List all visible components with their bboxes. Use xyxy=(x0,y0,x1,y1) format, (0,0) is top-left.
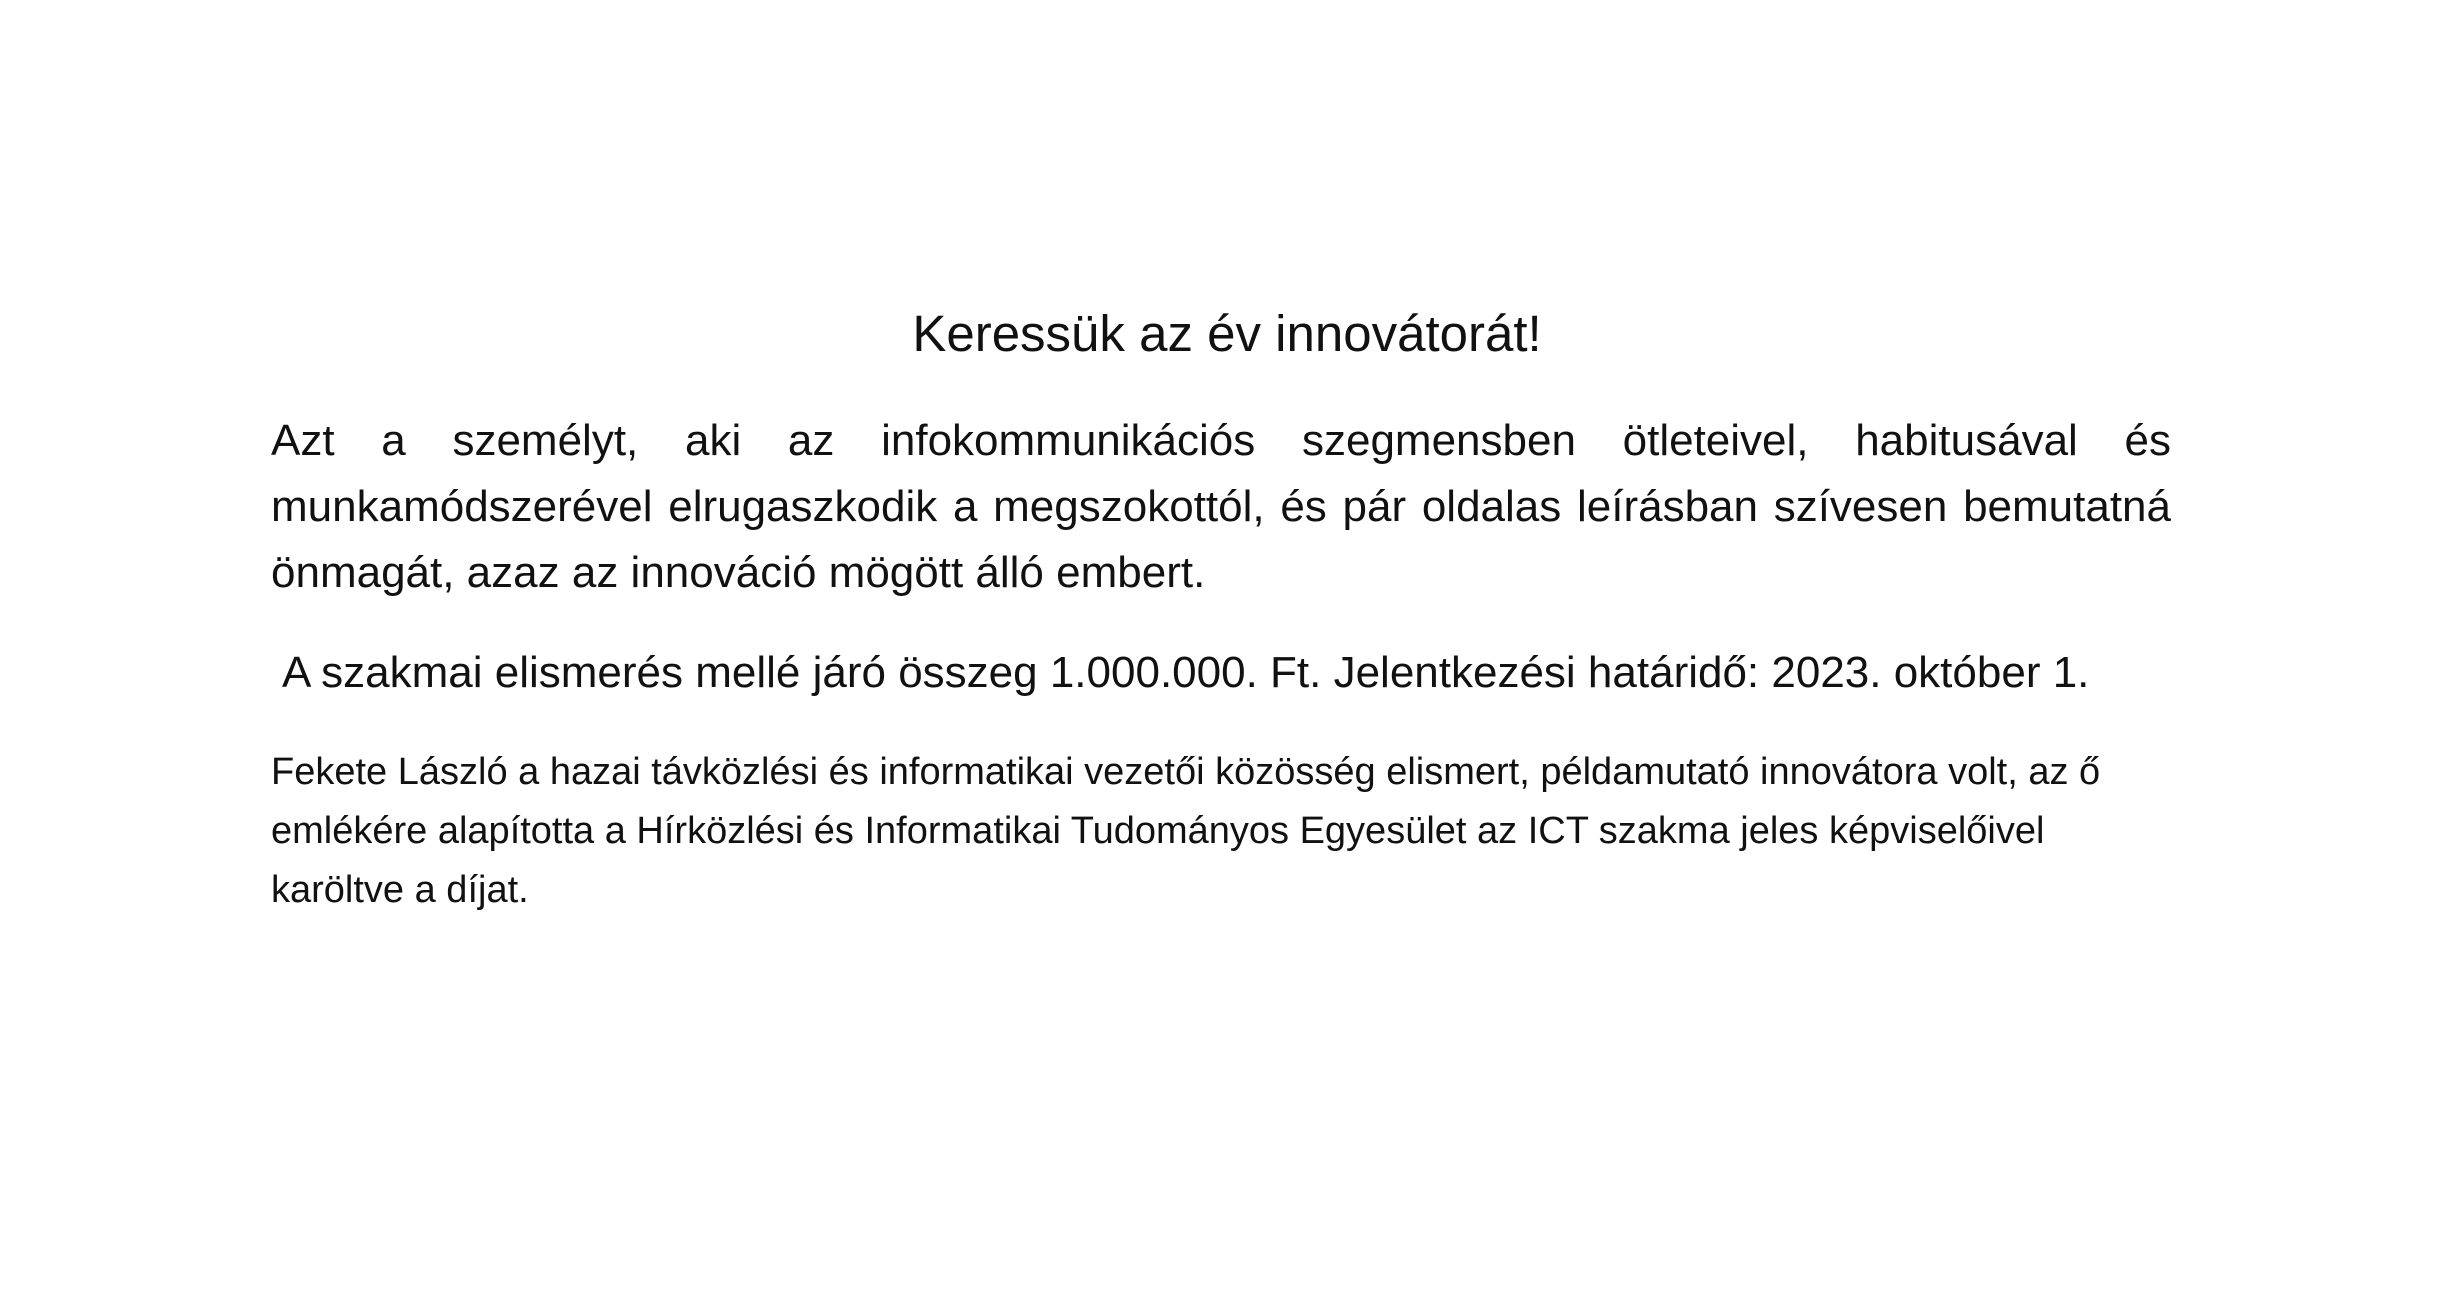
prize-deadline-paragraph: A szakmai elismerés mellé járó összeg 1.000.000. Ft. Jelentkezési határidő: 2023. október 1. xyxy=(282,648,2090,697)
background-paragraph: Fekete László a hazai távközlési és informatikai vezetői közösség elismert, példamutató innovátora volt, az ő emlékére alapította a Hírközlési és Informatikai Tudományos Egyesület az ICT szakma jeles képviselőivel karöltve a díjat. xyxy=(271,751,2101,911)
intro-paragraph: Azt a személyt, aki az infokommunikációs szegmensben ötleteivel, habitusával és munkamódszerével elrugaszkodik a megszokottól, és pár oldalas leírásban szívesen bemutatná önmagát, azaz az innováció mögött álló embert. xyxy=(271,416,2171,597)
page-title: Keressük az év innovátorát! xyxy=(912,305,1542,362)
